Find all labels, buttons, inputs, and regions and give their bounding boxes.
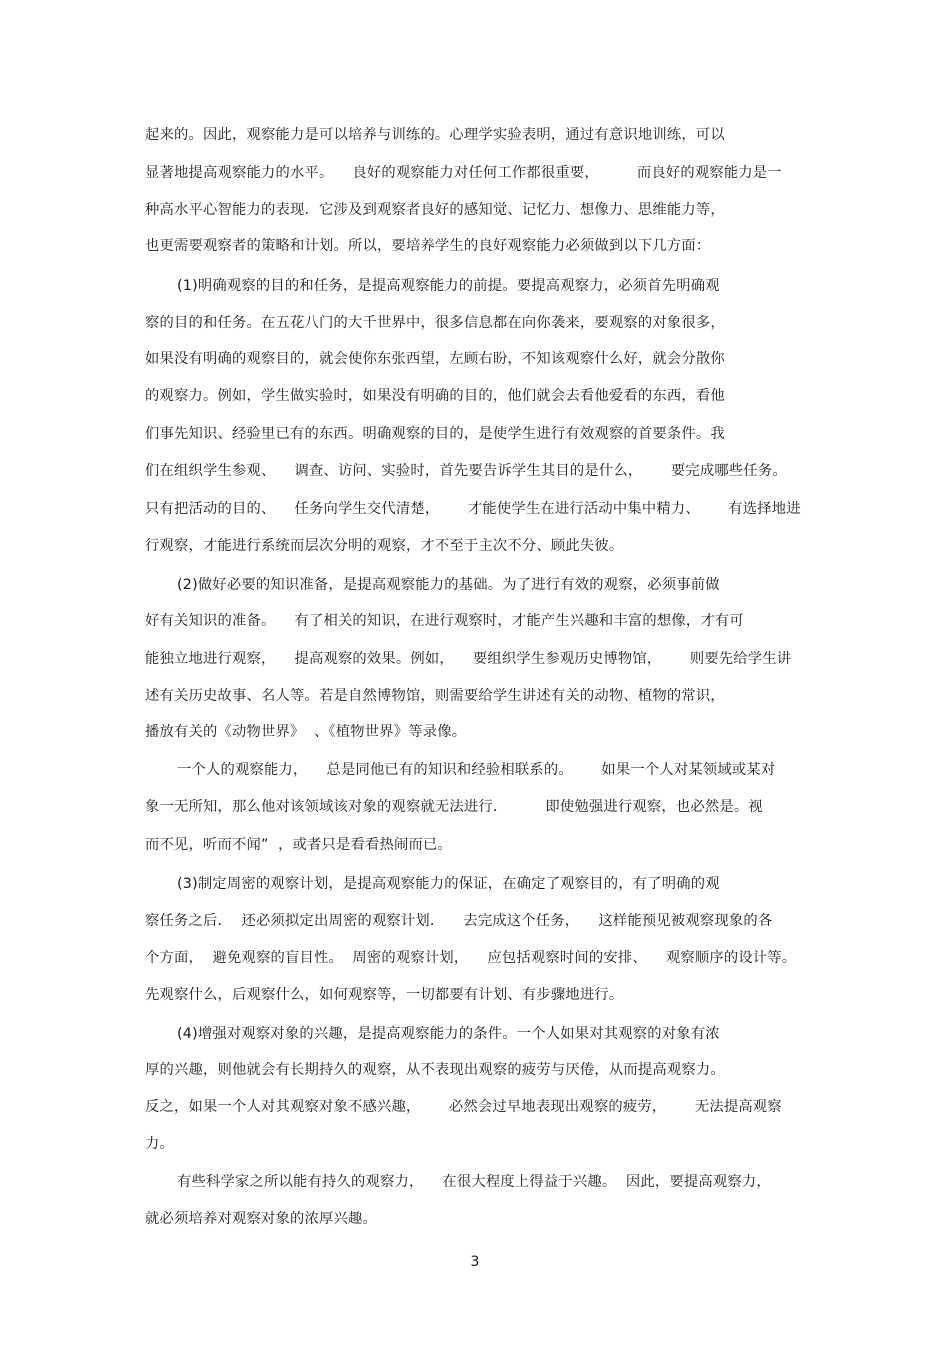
text-line: 如果没有明确的观察目的，就会使你东张西望，左顾右盼，不知该观察什么好，就会分散你 bbox=[145, 351, 725, 367]
text-line: 们在组织学生参观、 调查、访问、实验时，首先要告诉学生其目的是什么， 要完成哪些任务。 bbox=[145, 463, 787, 479]
text-line: 种高水平心智能力的表现．它涉及到观察者良好的感知觉、记忆力、想像力、思维能力等， bbox=[145, 202, 725, 218]
text-line: 们事先知识、经验里已有的东西。明确观察的目的，是使学生进行有效观察的首要条件。我 bbox=[145, 426, 725, 442]
text-line: 也更需要观察者的策略和计划。所以，要培养学生的良好观察能力必须做到以下几方面： bbox=[145, 238, 711, 254]
paragraph-1-start: (1)明确观察的目的和任务，是提高观察能力的前提。要提高观察力，必须首先明确观 bbox=[177, 278, 720, 294]
text-line: 显著地提高观察能力的水平。 良好的观察能力对任何工作都很重要， 而良好的观察能力是一 bbox=[145, 165, 782, 181]
text-line: 察任务之后． 还必须拟定出周密的观察计划． 去完成这个任务， 这样能预见被观察现象的各 bbox=[145, 913, 773, 929]
text-line: 反之，如果一个人对其观察对象不感兴趣， 必然会过早地表现出观察的疲劳， 无法提高观察 bbox=[145, 1099, 782, 1115]
text-line: 而不见，听而不闻” ，或者只是看看热闹而已。 bbox=[145, 837, 453, 853]
text-line: 只有把活动的目的、 任务向学生交代清楚， 才能使学生在进行活动中集中精力、 有选择地进 bbox=[145, 501, 801, 517]
text-line: 的观察力。例如，学生做实验时，如果没有明确的目的，他们就会去看他爱看的东西，看他 bbox=[145, 388, 725, 404]
text-line: 播放有关的《动物世界》 、《植物世界》等录像。 bbox=[145, 724, 467, 740]
text-line: 先观察什么，后观察什么，如何观察等，一切都要有计划、有步骤地进行。 bbox=[145, 987, 624, 1003]
paragraph-2-start: (2)做好必要的知识准备，是提高观察能力的基础。为了进行有效的观察，必须事前做 bbox=[177, 577, 720, 593]
paragraph-5-start: (4)增强对观察对象的兴趣，是提高观察能力的条件。一个人如果对其观察的对象有浓 bbox=[177, 1026, 720, 1042]
text-line: 力。 bbox=[145, 1136, 174, 1152]
text-line: 起来的。因此，观察能力是可以培养与训练的。心理学实验表明，通过有意识地训练，可以 bbox=[145, 127, 725, 143]
text-line: 厚的兴趣，则他就会有长期持久的观察，从不表现出观察的疲劳与厌倦，从而提高观察力。 bbox=[145, 1062, 725, 1078]
text-line: 就必须培养对观察对象的浓厚兴趣。 bbox=[145, 1211, 377, 1227]
text-line: 好有关知识的准备。 有了相关的知识，在进行观察时，才能产生兴趣和丰富的想像，才有可 bbox=[145, 613, 744, 629]
page-number: 3 bbox=[470, 1254, 480, 1270]
text-line: 象一无所知，那么他对该领域该对象的观察就无法进行． 即使勉强进行观察，也必然是。视 bbox=[145, 799, 763, 815]
text-line: 个方面， 避免观察的盲目性。 周密的观察计划， 应包括观察时间的安排、 观察顺序的设计等。 bbox=[145, 950, 797, 966]
text-line: 行观察，才能进行系统而层次分明的观察，才不至于主次不分、顾此失彼。 bbox=[145, 538, 624, 554]
paragraph-3-start: 一个人的观察能力， 总是同他已有的知识和经验相联系的。 如果一个人对某领域或某对 bbox=[177, 762, 776, 778]
paragraph-6-start: 有些科学家之所以能有持久的观察力， 在很大程度上得益于兴趣。 因此，要提高观察力， bbox=[177, 1174, 771, 1190]
paragraph-4-start: (3)制定周密的观察计划，是提高观察能力的保证，在确定了观察目的，有了明确的观 bbox=[177, 876, 720, 892]
text-line: 述有关历史故事、名人等。若是自然博物馆，则需要给学生讲述有关的动物、植物的常识， bbox=[145, 688, 725, 704]
text-line: 能独立地进行观察， 提高观察的效果。例如， 要组织学生参观历史博物馆， 则要先给学生讲 bbox=[145, 651, 792, 667]
text-line: 察的目的和任务。在五花八门的大千世界中，很多信息都在向你袭来，要观察的对象很多， bbox=[145, 315, 725, 331]
